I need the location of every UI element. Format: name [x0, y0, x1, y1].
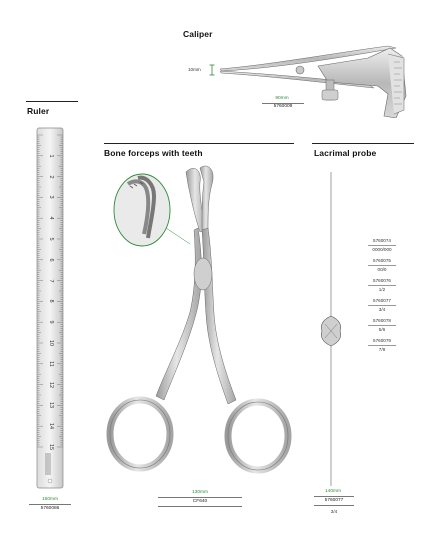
caliper-code: 5760009	[273, 104, 293, 109]
ruler-code: 5760086	[40, 506, 60, 511]
probe-item-divider	[368, 345, 396, 346]
probe-code: 5760077	[324, 498, 344, 503]
ruler-number: 14	[48, 423, 54, 430]
probe-item-size: 5/6	[378, 327, 386, 332]
caliper-size: 90mm	[275, 96, 289, 101]
ruler-number: 5	[48, 237, 54, 241]
ruler-number: 11	[48, 360, 54, 367]
caliper-measure-label: 10mm	[188, 67, 201, 72]
ruler-number: 10	[48, 339, 54, 347]
ruler-number: 7	[48, 279, 54, 283]
probe-item-code: 5760079	[373, 338, 391, 343]
ruler-size: 150mm	[42, 497, 58, 502]
probe-item-size: 00/0	[377, 267, 387, 272]
probe-item-divider	[368, 285, 396, 286]
forceps-title-rule	[104, 143, 294, 144]
caliper-title: Caliper	[183, 29, 213, 39]
probe-title-rule	[312, 143, 414, 144]
ruler-number: 6	[48, 258, 54, 262]
ruler-number: 3	[48, 195, 54, 199]
probe-item-size: 1/2	[378, 287, 386, 292]
ruler-number: 8	[48, 299, 54, 303]
probe-item-code: 5760078	[373, 318, 391, 323]
ruler-number: 2	[48, 175, 54, 179]
ruler-number: 1	[48, 154, 54, 158]
forceps-size: 130mm	[192, 490, 208, 495]
probe-item-code: 5760077	[373, 298, 391, 303]
probe-variant: 3/4	[330, 509, 338, 514]
ruler-number: 4	[48, 216, 54, 220]
probe-item-code: 5760074	[373, 238, 391, 243]
probe-size: 140mm	[325, 489, 341, 494]
probe-item-size: 0000/000	[372, 247, 392, 252]
measure-bracket-icon	[208, 64, 216, 76]
ruler-number-column	[36, 127, 66, 495]
ruler-title-rule	[26, 101, 78, 102]
ruler-number: 12	[48, 381, 54, 388]
caliper-image	[218, 38, 418, 118]
probe-image	[316, 170, 346, 490]
ruler-title: Ruler	[27, 106, 50, 116]
probe-item-divider	[368, 245, 396, 246]
forceps-code: CF640	[192, 499, 208, 504]
forceps-title: Bone forceps with teeth	[104, 148, 203, 158]
probe-title: Lacrimal probe	[314, 148, 377, 158]
forceps-image	[104, 164, 304, 494]
probe-item-divider	[368, 305, 396, 306]
probe-item-size: 3/4	[378, 307, 386, 312]
ruler-number: 9	[48, 320, 54, 324]
probe-item-code: 5760075	[373, 258, 391, 263]
probe-item-divider	[368, 325, 396, 326]
ruler-number: 13	[48, 402, 54, 409]
probe-item-divider	[368, 265, 396, 266]
probe-item-size: 7/8	[378, 347, 386, 352]
ruler-number: 15	[48, 443, 54, 451]
probe-item-code: 5760076	[373, 278, 391, 283]
